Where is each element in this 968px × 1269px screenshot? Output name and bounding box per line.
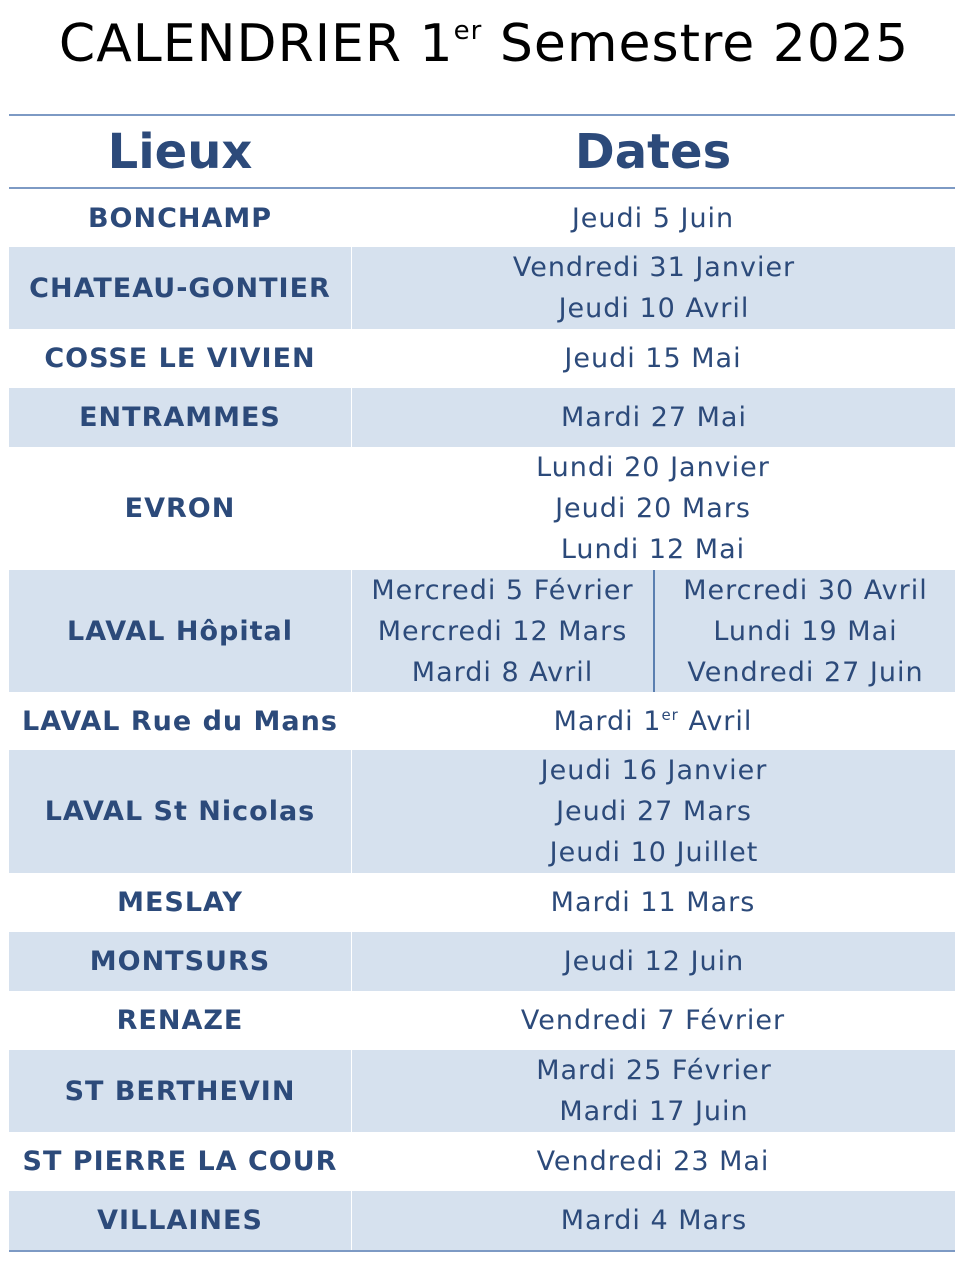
date-text: Vendredi 23 Mai	[536, 1146, 770, 1177]
date-text: Vendredi 31 Janvier	[512, 252, 796, 283]
date-text: Jeudi 27 Mars	[556, 796, 752, 827]
title-superscript: er	[453, 16, 483, 46]
date-text: Vendredi 7 Février	[520, 1005, 786, 1036]
table-row	[9, 189, 955, 247]
date-text: Jeudi 16 Janvier	[540, 755, 768, 786]
header-dates: Dates	[574, 123, 732, 180]
table-row	[9, 388, 955, 447]
date-text: Mercredi 12 Mars	[377, 615, 628, 647]
table-row	[9, 991, 955, 1050]
date-text: Mardi 27 Mai	[561, 402, 747, 433]
dates-cell	[351, 991, 955, 1050]
place-cell: MESLAY	[117, 887, 243, 918]
table-row	[9, 692, 955, 750]
table-row	[9, 329, 955, 388]
dates-cell	[352, 750, 956, 873]
table-row	[9, 932, 955, 991]
place-cell: LAVAL Hôpital	[9, 570, 352, 692]
dates-column-left	[352, 570, 655, 692]
date-text: Mardi 8 Avril	[411, 656, 594, 688]
date-text: Jeudi 5 Juin	[571, 202, 735, 234]
date-text: Mardi 4 Mars	[560, 1205, 748, 1236]
table-row	[9, 750, 955, 873]
date-superscript: er	[661, 705, 679, 724]
table-header	[9, 116, 955, 187]
place-cell: LAVAL Rue du Mans	[22, 705, 338, 737]
dates-cell	[351, 1132, 955, 1191]
date-text: Jeudi 10 Juillet	[549, 837, 759, 868]
date-text: Jeudi 15 Mai	[564, 343, 742, 374]
dates-cell	[352, 1050, 956, 1132]
place-cell: EVRON	[124, 493, 236, 524]
date-text: Lundi 20 Janvier	[536, 452, 770, 483]
place-cell: ENTRAMMES	[9, 388, 352, 447]
date-text	[554, 701, 753, 742]
date-text: Vendredi 27 Juin	[687, 656, 924, 688]
date-text: Mardi 17 Juin	[559, 1096, 749, 1127]
bottom-divider	[9, 1250, 955, 1252]
place-cell: MONTSURS	[9, 932, 352, 991]
title-rest: Semestre 2025	[482, 14, 910, 74]
place-cell: COSSE LE VIVIEN	[44, 343, 316, 374]
place-cell: ST BERTHEVIN	[9, 1050, 352, 1132]
table-row	[9, 1132, 955, 1191]
table-row	[9, 1191, 955, 1250]
header-places: Lieux	[107, 123, 253, 180]
dates-cell	[352, 247, 956, 329]
date-text-post: Avril	[678, 705, 753, 737]
table-row	[9, 247, 955, 329]
dates-cell	[352, 570, 956, 692]
table-row	[9, 1050, 955, 1132]
date-text: Jeudi 12 Juin	[563, 946, 745, 977]
dates-column-right	[655, 570, 956, 692]
dates-cell	[351, 189, 955, 247]
dates-cell	[351, 873, 955, 932]
place-cell: VILLAINES	[9, 1191, 352, 1250]
date-text: Jeudi 20 Mars	[555, 493, 751, 524]
date-text: Mardi 11 Mars	[550, 887, 756, 918]
place-cell: BONCHAMP	[87, 202, 273, 234]
place-cell: CHATEAU-GONTIER	[9, 247, 352, 329]
date-text: Mardi 25 Février	[536, 1055, 772, 1086]
schedule-table	[9, 114, 955, 1252]
dates-cell	[352, 1191, 956, 1250]
title-main: CALENDRIER 1	[58, 14, 454, 74]
dates-cell	[352, 388, 956, 447]
date-text: Jeudi 10 Avril	[558, 293, 750, 324]
dates-cell	[351, 447, 955, 570]
place-cell: RENAZE	[116, 1005, 244, 1036]
dates-cell	[351, 692, 955, 750]
date-text: Lundi 12 Mai	[560, 534, 746, 565]
table-row	[9, 447, 955, 570]
dates-cell	[352, 932, 956, 991]
table-row	[9, 570, 955, 692]
page-title	[0, 14, 968, 74]
dates-cell	[351, 329, 955, 388]
table-row	[9, 873, 955, 932]
date-text-pre: Mardi 1	[553, 705, 662, 737]
place-cell: LAVAL St Nicolas	[9, 750, 352, 873]
date-text: Mercredi 5 Février	[371, 574, 634, 606]
date-text: Lundi 19 Mai	[713, 615, 898, 647]
date-text: Mercredi 30 Avril	[683, 574, 928, 606]
place-cell: ST PIERRE LA COUR	[22, 1146, 338, 1177]
